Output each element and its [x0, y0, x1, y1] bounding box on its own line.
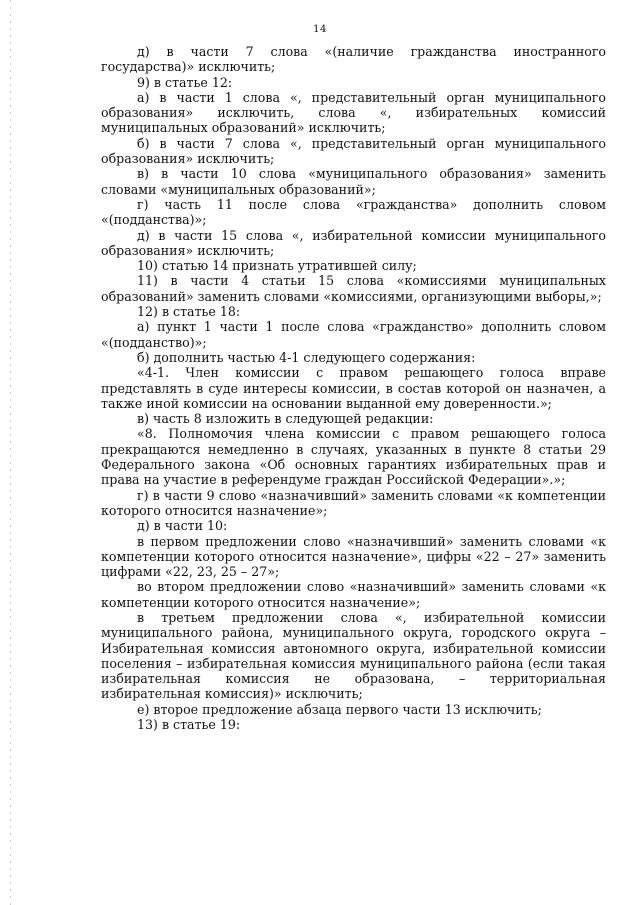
paragraph: 11) в части 4 статьи 15 слова «комиссиями муниципальных образований» заменить словами «комиссиями, организующими выборы,»;: [101, 273, 606, 304]
paragraph: в) часть 8 изложить в следующей редакции:: [137, 411, 434, 427]
paragraph: 10) статью 14 признать утратившей силу;: [137, 258, 417, 274]
paragraph: 12) в статье 18:: [137, 304, 241, 320]
document-body: [101, 44, 606, 732]
paragraph: б) в части 7 слова «, представительный орган муниципального образования» исключить;: [101, 135, 606, 167]
paragraph: а) пункт 1 части 1 после слова «гражданство» дополнить словом «(подданство)»;: [101, 319, 606, 350]
scan-margin-line: [10, 0, 11, 905]
paragraph: в) в части 10 слова «муниципального образования» заменить словами «муниципальных образований»;: [101, 166, 606, 197]
paragraph: 9) в статье 12:: [137, 74, 233, 90]
paragraph: в первом предложении слово «назначивший» заменить словами «к компетенции которого относится назначение», цифры «22 – 27» заменить цифрами «22, 23, 25 – 27»;: [101, 533, 606, 580]
paragraph: б) дополнить частью 4-1 следующего содержания:: [137, 349, 476, 365]
paragraph: 13) в статье 19:: [137, 717, 241, 733]
paragraph: е) второе предложение абзаца первого части 13 исключить;: [137, 701, 542, 717]
paragraph: д) в части 15 слова «, избирательной комиссии муниципального образования» исключить;: [101, 227, 606, 258]
paragraph: а) в части 1 слова «, представительный орган муниципального образования» исключить, слова «, избирательных комиссий муниципальных образований» исключить;: [101, 89, 606, 136]
paragraph: д) в части 10:: [137, 518, 228, 534]
paragraph: г) в части 9 слово «назначивший» заменить словами «к компетенции которого относится назначение»;: [101, 487, 606, 518]
paragraph: «4-1. Член комиссии с правом решающего голоса вправе представлять в суде интересы комиссии, в состав которой он назначен, а также иной комиссии на основании выданной ему доверенности.»;: [101, 365, 606, 411]
page-number: 14: [313, 24, 327, 35]
paragraph: г) часть 11 после слова «гражданства» дополнить словом «(подданства)»;: [101, 196, 606, 228]
paragraph: «8. Полномочия члена комиссии с правом решающего голоса прекращаются немедленно в случаях, указанных в пункте 8 статьи 29 Федерального закона «Об основных гарантиях избирательных прав и права на участие в референдуме граждан Российской Федерации».»;: [101, 426, 606, 488]
paragraph: д) в части 7 слова «(наличие гражданства иностранного государства)» исключить;: [101, 44, 606, 75]
paragraph: во втором предложении слово «назначивший» заменить словами «к компетенции которого относится назначение»;: [101, 579, 606, 610]
paragraph: в третьем предложении слова «, избирательной комиссии муниципального района, муниципального округа, городского округа – Избирательная комиссия автономного округа, избирательной комиссии поселения – избирательная комиссия муниципального района (если такая избирательная комиссия не образована, – территориальная избирательная комиссия)» исключить;: [101, 609, 606, 702]
